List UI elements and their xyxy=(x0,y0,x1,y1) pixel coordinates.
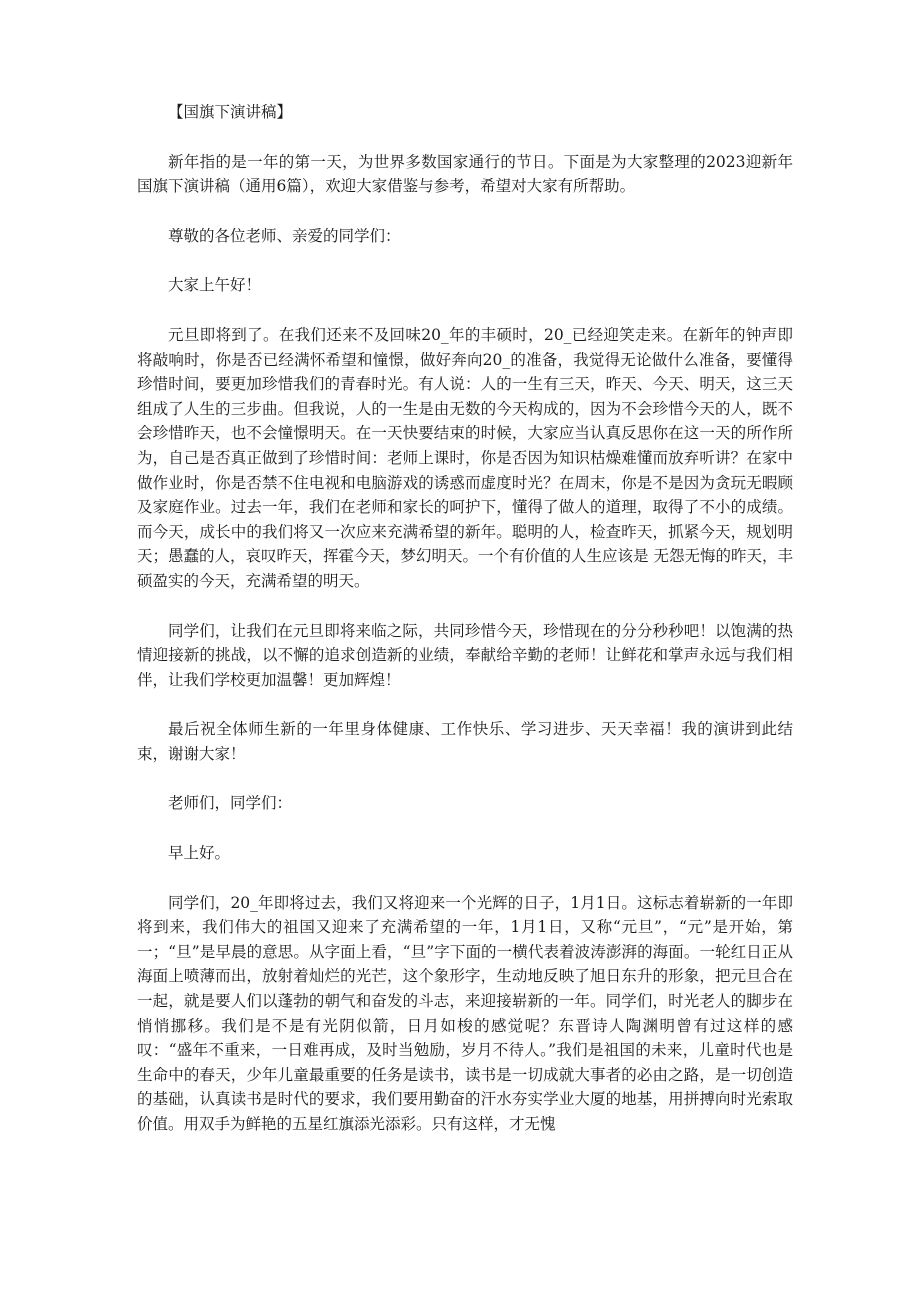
paragraph-gap xyxy=(137,692,793,717)
document-title: 【国旗下演讲稿】 xyxy=(168,103,293,121)
paragraph-gap xyxy=(137,199,793,224)
salutation-paragraph: 老师们，同学们： xyxy=(168,794,293,813)
paragraph-gap xyxy=(137,125,793,150)
paragraph-gap xyxy=(137,866,793,891)
body-paragraph: 同学们，20_年即将过去，我们又将迎来一个光辉的日子，1月1日。这标志着崭新的一年即将到来，我们伟大的祖国又迎来了充满希望的一年，1月1日，又称“元旦”，“元”是开始，第一；“旦”是早晨的意思。从字面上看，“旦”字下面的一横代表着波涛澎湃的海面。一轮红日正从海面上喷薄而出，放射着灿烂的光芒，这个象形字，生动地反映了旭日东升的形象，把元旦合在一起，就是要人们以蓬勃的朝气和奋发的斗志，来迎接崭新的一年。同学们，时光老人的脚步在悄悄挪移。我们是不是有光阴似箭，日月如梭的感觉呢？东晋诗人陶渊明曾有过这样的感叹：“盛年不重来，一日难再成，及时当勉励，岁月不待人。”我们是祖国的未来，儿童时代也是生命中的春天，少年儿童最重要的任务是读书，读书是一切成就大事者的必由之路，是一切创造的基础，认真读书是时代的要求，我们要用勤奋的汗水夯实学业大厦的地基，用拼搏向时光索取价值。用双手为鲜艳的五星红旗添光添彩。只有这样，才无愧 xyxy=(137,893,793,1133)
paragraph-gap xyxy=(137,816,793,841)
body-paragraph: 元旦即将到了。在我们还来不及回味20_年的丰硕时，20_已经迎笑走来。在新年的钟声即将敲响时，你是否已经满怀希望和憧憬，做好奔向20_的准备，我觉得无论做什么准备，要懂得珍惜时间，要更加珍惜我们的青春时光。有人说：人的一生有三天，昨天、今天、明天，这三天组成了人生的三步曲。但我说，人的一生是由无数的今天构成的，因为不会珍惜今天的人，既不会珍惜昨天，也不会憧憬明天。在一天快要结束的时候，大家应当认真反思你在这一天的所作所为，自己是否真正做到了珍惜时间：老师上课时，你是否因为知识枯燥难懂而放弃听讲？在家中做作业时，你是否禁不住电视和电脑游戏的诱惑而虚度时光？在周末，你是不是因为贪玩无暇顾及家庭作业。过去一年，我们在老师和家长的呵护下，懂得了做人的道理，取得了不小的成绩。而今天，成长中的我们将又一次应来充满希望的新年。聪明的人，检查昨天，抓紧今天，规划明天；愚蠢的人，哀叹昨天，挥霍今天，梦幻明天。一个有价值的人生应该是 无怨无悔的昨天，丰硕盈实的今天，充满希望的明天。 xyxy=(137,325,793,590)
closing-paragraph: 最后祝全体师生新的一年里身体健康、工作快乐、学习进步、天天幸福！我的演讲到此结束，谢谢大家！ xyxy=(137,720,793,763)
greeting-paragraph: 大家上午好！ xyxy=(168,276,262,295)
intro-paragraph: 新年指的是一年的第一天，为世界多数国家通行的节日。下面是为大家整理的2023迎新年国旗下演讲稿（通用6篇），欢迎大家借鉴与参考，希望对大家有所帮助。 xyxy=(137,152,793,196)
paragraph-gap xyxy=(137,248,793,273)
paragraph-gap xyxy=(137,594,793,619)
body-paragraph: 同学们，让我们在元旦即将来临之际，共同珍惜今天，珍惜现在的分分秒秒吧！以饱满的热情迎接新的挑战，以不懈的追求创造新的业绩，奉献给辛勤的老师！让鲜花和掌声永远与我们相伴，让我们学校更加温馨！更加辉煌！ xyxy=(137,621,793,689)
document-page xyxy=(137,100,793,1137)
salutation-paragraph: 尊敬的各位老师、亲爱的同学们： xyxy=(168,226,401,245)
paragraph-gap xyxy=(137,766,793,791)
paragraph-gap xyxy=(137,298,793,323)
greeting-paragraph: 早上好。 xyxy=(168,844,231,863)
